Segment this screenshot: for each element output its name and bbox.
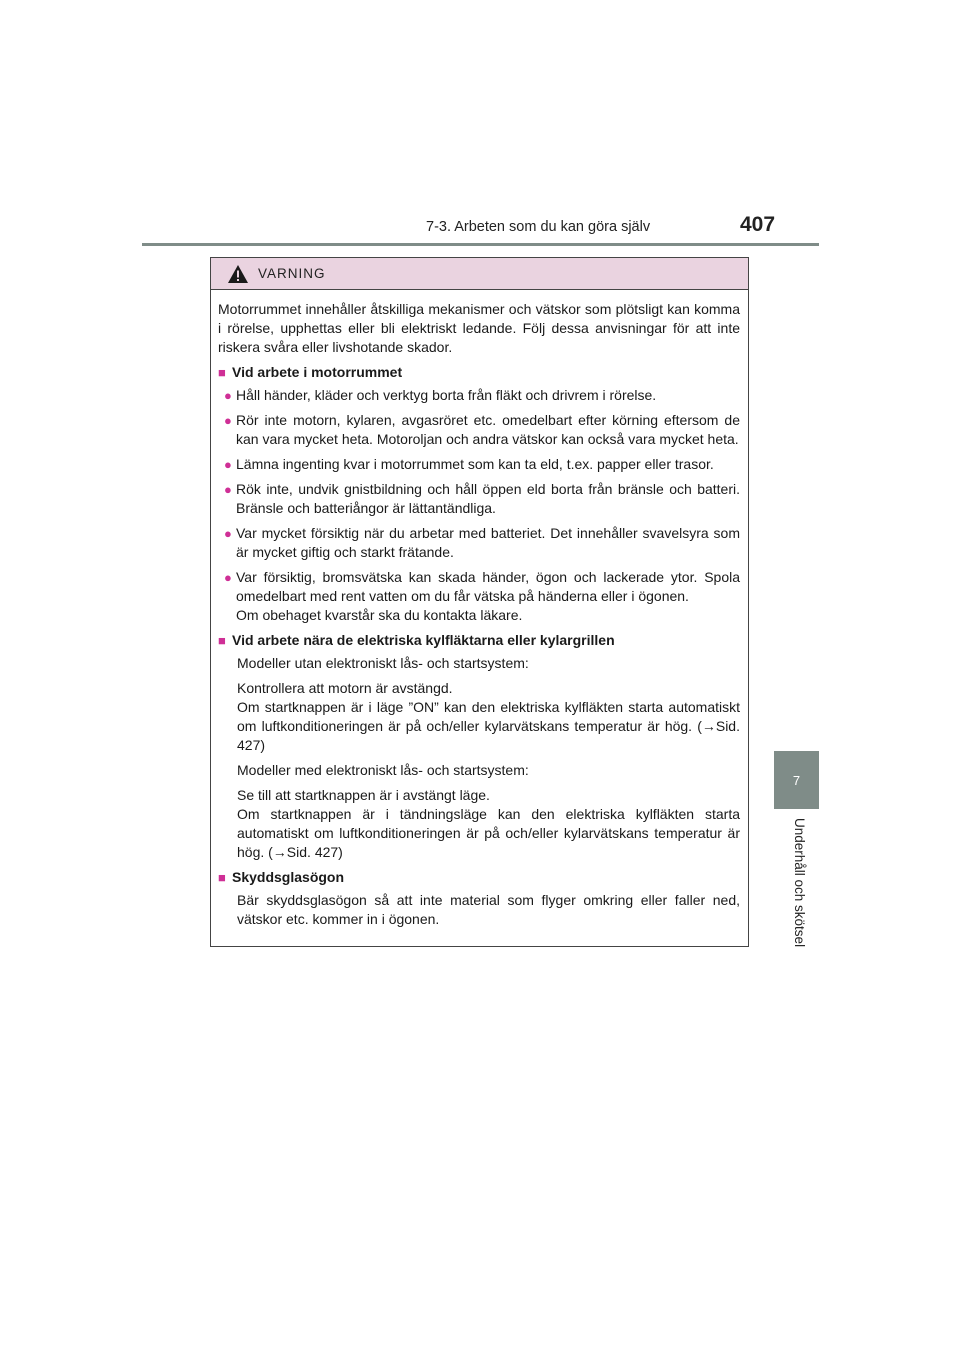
section-heading: ■ Vid arbete i motorrummet	[218, 364, 403, 380]
square-bullet-icon: ■	[218, 365, 226, 380]
warning-header	[211, 258, 748, 290]
list-item: ● Rök inte, undvik gnistbildning och håll öppen eld borta från bränsle och batteri. Bränsle och batteriångor är lättantändliga.	[224, 481, 740, 516]
paragraph: Modeller med elektroniskt lås- och startsystem:	[237, 762, 529, 778]
square-bullet-icon: ■	[218, 633, 226, 648]
list-item: ● Lämna ingenting kvar i motorrummet som kan ta eld, t.ex. papper eller trasor.	[224, 456, 714, 472]
paragraph: Se till att startknappen är i avstängt läge. Om startknappen är i tändningsläge kan den elektriska kylfläkten starta automatiskt om luftkonditioneringen är på och/eller kylarvätskans temperatur är hög. (→Sid. 427)	[237, 787, 740, 860]
list-item: ● Håll händer, kläder och verktyg borta från fläkt och drivrem i rörelse.	[224, 387, 657, 403]
list-item: ● Var försiktig, bromsvätska kan skada händer, ögon och lackerade ytor. Spola omedelbart med rent vatten om du får vätska på händerna eller i ögonen. Om obehaget kvarstår ska du kontakta läkare.	[224, 569, 740, 623]
page-number: 407	[740, 213, 776, 236]
chapter-title: Underhåll och skötsel	[792, 818, 807, 948]
section-title: 7-3. Arbeten som du kan göra själv	[426, 219, 651, 235]
chapter-tab	[774, 751, 819, 809]
chapter-number: 7	[792, 772, 801, 788]
square-bullet-icon: ■	[218, 870, 226, 885]
list-item: ● Var mycket försiktig när du arbetar med batteriet. Det innehåller svavelsyra som är mycket giftig och starkt frätande.	[224, 525, 740, 560]
bullet-icon: ●	[224, 457, 232, 472]
paragraph: Bär skyddsglasögon så att inte material som flyger omkring eller faller ned, vätskor etc. kommer in i ögonen.	[237, 892, 740, 927]
bullet-icon: ●	[224, 413, 232, 428]
warning-intro: Motorrummet innehåller åtskilliga mekanismer och vätskor som plötsligt kan komma i rörelse, upphettas eller bli elektriskt ledande. Följ dessa anvisningar för att inte riskera svåra eller livshotande skador.	[218, 301, 740, 355]
header-rule	[142, 243, 819, 246]
bullet-note: Om obehaget kvarstår ska du kontakta läkare.	[236, 607, 523, 623]
warning-title: VARNING	[258, 266, 326, 281]
section-heading: ■ Vid arbete nära de elektriska kylfläktarna eller kylargrillen	[218, 632, 615, 648]
warning-triangle-icon	[227, 264, 249, 284]
bullet-icon: ●	[224, 388, 232, 403]
bullet-icon: ●	[224, 570, 232, 585]
section-heading: ■ Skyddsglasögon	[218, 869, 345, 885]
bullet-icon: ●	[224, 482, 232, 497]
bullet-icon: ●	[224, 526, 232, 541]
paragraph: Kontrollera att motorn är avstängd. Om startknappen är i läge ”ON” kan den elektriska kylfläkten starta automatiskt om luftkonditioneringen är på och/eller kylarvätskans temperatur är hög. (→Sid. 427)	[237, 680, 740, 753]
warning-body	[211, 290, 748, 929]
paragraph: Modeller utan elektroniskt lås- och startsystem:	[237, 655, 529, 671]
warning-box	[210, 257, 749, 947]
list-item: ● Rör inte motorn, kylaren, avgasröret etc. omedelbart efter körning eftersom de kan vara mycket heta. Motoroljan och andra vätskor kan också vara mycket heta.	[224, 412, 740, 447]
